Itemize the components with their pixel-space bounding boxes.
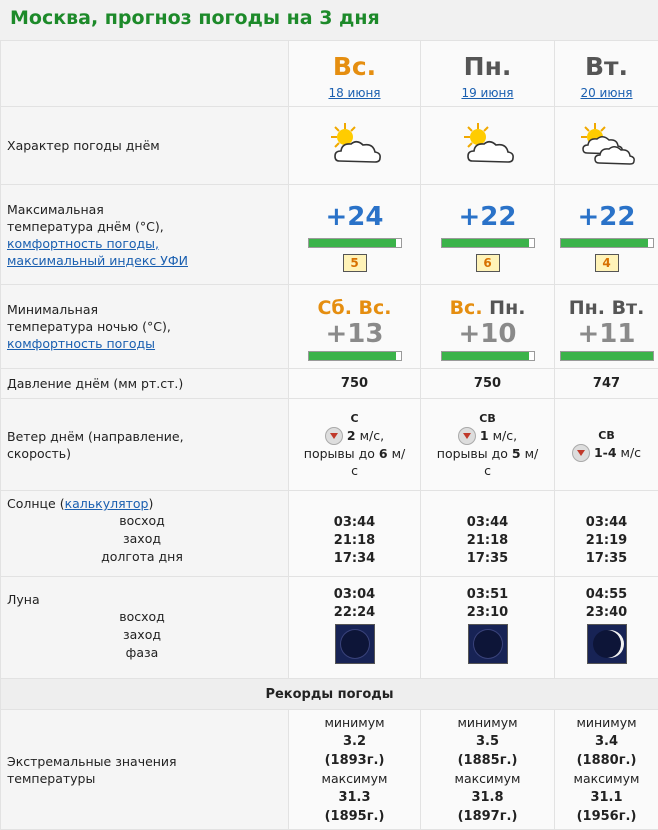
max-temp: +22: [421, 202, 554, 232]
wind-speed: 1: [480, 428, 489, 443]
comfort-bar-fill: [309, 239, 396, 247]
sunset-label: заход: [7, 530, 187, 548]
date-link[interactable]: 19 июня: [461, 86, 513, 100]
extreme-label-1: Экстремальные значения: [7, 753, 288, 770]
comfort-bar: [308, 351, 402, 361]
day-name: Вс.: [289, 52, 420, 82]
forecast-table: [0, 40, 658, 830]
record-min-label: минимум: [289, 714, 420, 732]
record-max-year: (1956г.): [577, 809, 637, 824]
title-bar: [0, 0, 658, 41]
pressure-value: 750: [289, 369, 421, 399]
record-max: 31.1: [590, 790, 622, 805]
max-temp-label-1: Максимальная: [7, 201, 288, 218]
max-temp: +24: [289, 202, 420, 232]
record-min-year: (1893г.): [325, 753, 385, 768]
record-max-year: (1895г.): [325, 809, 385, 824]
day-header-row: [1, 41, 658, 107]
records-title: Рекорды погоды: [1, 679, 658, 710]
comfort-bar-fill: [309, 352, 396, 360]
record-max: 31.8: [471, 790, 503, 805]
min-temp-label-2: температура ночью (°С),: [7, 318, 288, 335]
min-temp: +13: [289, 319, 420, 349]
wind-direction: С: [289, 410, 420, 427]
min-temp: +11: [555, 319, 658, 349]
moonset-time: 23:10: [421, 604, 554, 622]
date-link[interactable]: 18 июня: [328, 86, 380, 100]
day-header: [289, 41, 421, 107]
gust-speed: 6: [379, 446, 388, 461]
record-max-label: максимум: [421, 770, 554, 788]
record-min-year: (1885г.): [458, 753, 518, 768]
record-min: 3.2: [343, 734, 366, 749]
wind-label-2: скорость): [7, 445, 288, 462]
night-span: Вс. Пн.: [421, 297, 554, 319]
moon-label: Луна: [7, 591, 288, 608]
partly-cloudy-icon: [325, 121, 385, 171]
moon-row: [1, 577, 658, 679]
partly-cloudy-icon: [458, 121, 518, 171]
wind-arrow-icon: [325, 427, 343, 445]
wind-label-1: Ветер днём (направление,: [7, 428, 288, 445]
comfort-bar: [441, 238, 535, 248]
max-temp-row: [1, 185, 658, 285]
moonrise-time: 04:55: [555, 586, 658, 604]
gust-speed: 5: [512, 446, 521, 461]
sunrise-time: 03:44: [289, 514, 420, 532]
records-header-row: [1, 679, 658, 710]
record-max-label: максимум: [289, 770, 420, 788]
comfort-link[interactable]: комфортность погоды,: [7, 236, 159, 251]
uvi-badge: 4: [595, 254, 619, 272]
moon-phase-icon: [468, 624, 508, 664]
pressure-value: 750: [421, 369, 555, 399]
record-max-year: (1897г.): [458, 809, 518, 824]
pressure-label: Давление днём (мм рт.ст.): [1, 369, 289, 399]
comfort-bar: [308, 238, 402, 248]
comfort-link-night[interactable]: комфортность погоды: [7, 336, 155, 351]
weather-row: [1, 107, 658, 185]
wind-direction: СВ: [555, 427, 658, 444]
moonset-time: 23:40: [555, 604, 658, 622]
day-name: Вт.: [555, 52, 658, 82]
moonset-time: 22:24: [289, 604, 420, 622]
wind-direction: СВ: [421, 410, 554, 427]
comfort-bar-fill: [561, 352, 653, 360]
page-title: Москва, прогноз погоды на 3 дня: [10, 7, 380, 29]
moonset-label: заход: [7, 626, 187, 644]
record-min: 3.4: [595, 734, 618, 749]
wind-row: Ветер днём (направление, скорость) С 2 м/с, порывы до 6 м/ с СВ 1 м/с, порывы до 5 м/ с СВ 1-4 м/с: [1, 399, 658, 491]
record-min-label: минимум: [555, 714, 658, 732]
moonrise-label: восход: [7, 608, 187, 626]
moon-phase-icon: [587, 624, 627, 664]
wind-arrow-icon: [458, 427, 476, 445]
record-min: 3.5: [476, 734, 499, 749]
night-span: Пн. Вт.: [555, 297, 658, 319]
moonrise-time: 03:04: [289, 586, 420, 604]
day-name: Пн.: [421, 52, 554, 82]
sun-label: Солнце (калькулятор): [7, 495, 288, 512]
wind-speed: 1-4: [594, 445, 617, 460]
pressure-row: [1, 369, 658, 399]
max-temp-label-2: температура днём (°С),: [7, 218, 288, 235]
wind-speed: 2: [347, 428, 356, 443]
moonrise-time: 03:51: [421, 586, 554, 604]
sunrise-label: восход: [7, 512, 187, 530]
record-max-label: максимум: [555, 770, 658, 788]
min-temp: +10: [421, 319, 554, 349]
uvi-badge: 5: [343, 254, 367, 272]
uvi-link[interactable]: максимальный индекс УФИ: [7, 253, 188, 268]
records-row: [1, 710, 658, 830]
day-length: 17:34: [289, 550, 420, 568]
weather-label: Характер погоды днём: [1, 107, 289, 185]
pressure-value: 747: [555, 369, 658, 399]
moon-phase-icon: [335, 624, 375, 664]
comfort-bar-fill: [442, 352, 529, 360]
day-length: 17:35: [555, 550, 658, 568]
max-temp: +22: [555, 202, 658, 232]
sunset-time: 21:18: [421, 532, 554, 550]
wind-arrow-icon: [572, 444, 590, 462]
night-span: Сб. Вс.: [289, 297, 420, 319]
uvi-badge: 6: [476, 254, 500, 272]
day-header: [421, 41, 555, 107]
min-temp-row: [1, 285, 658, 369]
min-temp-label-1: Минимальная: [7, 301, 288, 318]
sunset-time: 21:18: [289, 532, 420, 550]
cloudy-sun-icon: [577, 121, 637, 171]
comfort-bar: [560, 238, 654, 248]
comfort-bar: [560, 351, 654, 361]
extreme-label-2: температуры: [7, 770, 288, 787]
comfort-bar-fill: [561, 239, 648, 247]
day-length: 17:35: [421, 550, 554, 568]
record-min-label: минимум: [421, 714, 554, 732]
sun-row: [1, 491, 658, 577]
record-max: 31.3: [338, 790, 370, 805]
comfort-bar-fill: [442, 239, 529, 247]
sunrise-time: 03:44: [421, 514, 554, 532]
date-link[interactable]: 20 июня: [580, 86, 632, 100]
sunrise-time: 03:44: [555, 514, 658, 532]
sun-calculator-link[interactable]: калькулятор: [65, 496, 149, 511]
sunset-time: 21:19: [555, 532, 658, 550]
moonphase-label: фаза: [7, 644, 187, 662]
day-header: [555, 41, 658, 107]
comfort-bar: [441, 351, 535, 361]
daylength-label: долгота дня: [7, 548, 187, 566]
record-min-year: (1880г.): [577, 753, 637, 768]
